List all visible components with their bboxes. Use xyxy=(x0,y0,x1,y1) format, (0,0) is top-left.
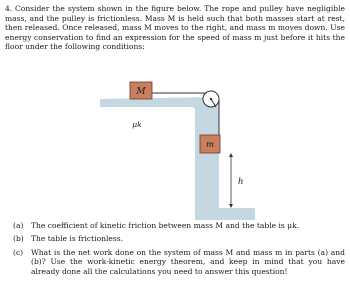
part-a xyxy=(9,221,345,230)
problem-number: 4. xyxy=(5,4,13,13)
mass-M-label: M xyxy=(136,87,146,97)
part-b-text: The table is frictionless. xyxy=(31,234,124,244)
figure-svg xyxy=(95,80,255,220)
table-surface xyxy=(100,97,255,220)
friction-label: μk xyxy=(132,120,142,129)
part-b xyxy=(9,234,345,243)
part-a-tag: (a) xyxy=(13,221,24,230)
part-c-tag: (c) xyxy=(13,247,24,257)
atwood-figure xyxy=(95,80,255,220)
problem-statement xyxy=(5,4,345,52)
part-c xyxy=(9,248,345,276)
height-label: h xyxy=(238,177,244,187)
problem-text: Consider the system shown in the figure below. The rope and pulley have negligible mass, and the pulley is frictionless. Mass M is held such that both masses start at rest, then released. Once released, mass M moves to the right, and mass m moves down. Use energy conservation to find an expression for the speed of mass m just before it hits the floor under the following conditions: xyxy=(5,4,345,52)
question-parts xyxy=(9,221,345,280)
height-arrow-bottom xyxy=(229,204,233,208)
part-a-text: The coefficient of kinetic friction between mass M and the table is μk. xyxy=(31,221,300,230)
part-c-text: What is the net work done on the system of mass M and mass m in parts (a) and (b)? Use the work-kinetic energy theorem, and keep in mind that you have already done all the calculations you need to answer this question! xyxy=(31,247,345,276)
mass-m-label: m xyxy=(205,140,215,150)
height-arrow-top xyxy=(229,153,233,157)
floor xyxy=(199,208,255,220)
part-b-tag: (b) xyxy=(13,234,24,244)
